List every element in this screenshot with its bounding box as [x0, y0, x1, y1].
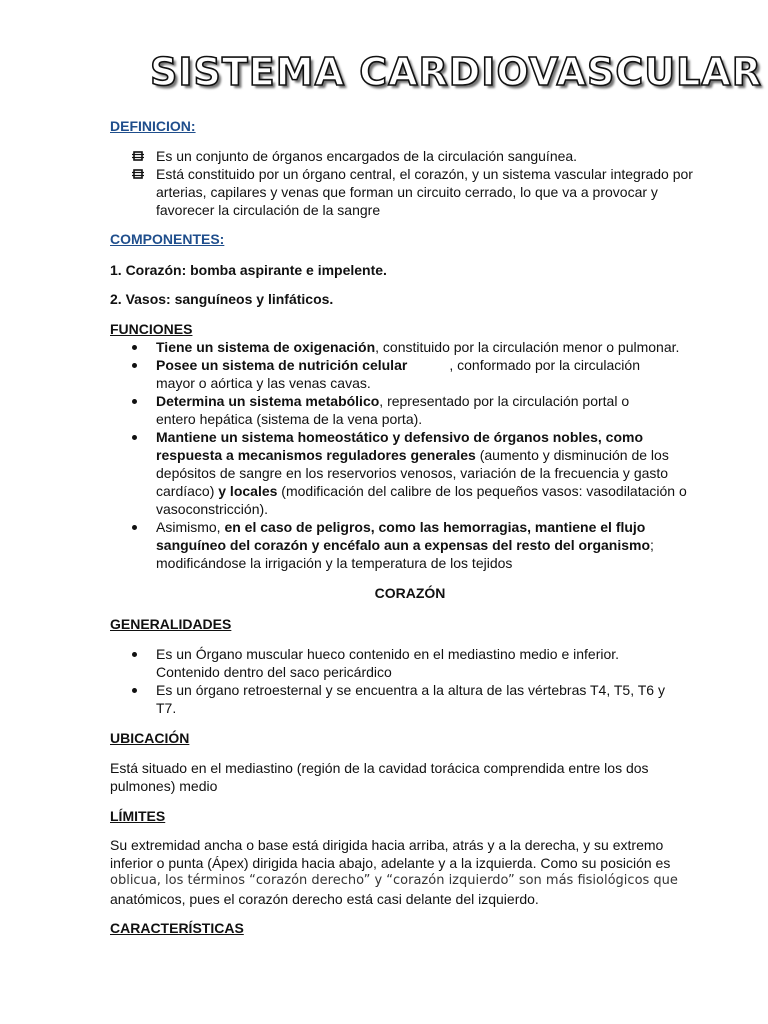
componentes-heading: COMPONENTES:: [110, 231, 225, 247]
list-item: Mantiene un sistema homeostático y defensivo de órganos nobles, como respuesta a mecanismos reguladores generales (aumento y disminución de los depósitos de sangre en los reservorios venosos, variación de la frecuencia y gasto cardíaco) y locales (modificación del calibre de los pequeños vasos: vasodilatación o vasoconstricción).: [132, 428, 702, 518]
componente-vasos: 2. Vasos: sanguíneos y linfáticos.: [110, 291, 334, 307]
funciones-list: [132, 338, 702, 572]
list-item: Está constituido por un órgano central, el corazón, y un sistema vascular integrado por arterias, capilares y venas que forman un circuito cerrado, lo que va a provocar y favorecer la circulación de la sangre: [132, 165, 702, 219]
generalidades-list: [132, 645, 702, 717]
limites-text: Su extremidad ancha o base está dirigida hacia arriba, atrás y a la derecha, y su extremo inferior o punta (Ápex) dirigida hacia abajo, adelante y a la izquierda. Como su posición es oblicua, los términos “corazón derecho” y “corazón izquierdo” son más fisiológicos que anatómicos, pues el corazón derecho está casi delante del izquierdo.: [110, 837, 678, 907]
document-title: SISTEMA CARDIOVASCULAR: [150, 50, 762, 94]
bullet-icon: [132, 652, 137, 657]
generalidades-heading: GENERALIDADES: [110, 616, 232, 632]
limites-heading: LÍMITES: [110, 808, 166, 824]
bullet-icon: [132, 435, 137, 440]
componente-corazon: 1. Corazón: bomba aspirante e impelente.: [110, 262, 387, 278]
corazon-heading: CORAZÓN: [374, 585, 446, 601]
definicion-list: [132, 147, 702, 219]
list-item: Asimismo, en el caso de peligros, como las hemorragias, mantiene el flujo sanguíneo del corazón y encéfalo aun a expensas del resto del organismo; modificándose la irrigación y la temperatura de los tejidos: [132, 518, 702, 572]
ubicacion-text: Está situado en el mediastino (región de la cavidad torácica comprendida entre los dos pulmones) medio: [110, 760, 649, 794]
caracteristicas-heading: CARACTERÍSTICAS: [110, 920, 244, 936]
bullet-icon: [132, 399, 137, 404]
list-item: Posee un sistema de nutrición celular , conformado por la circulación mayor o aórtica y las venas cavas.: [132, 356, 702, 392]
ubicacion-heading: UBICACIÓN: [110, 730, 190, 746]
list-item: Es un conjunto de órganos encargados de la circulación sanguínea.: [132, 147, 702, 165]
bullet-icon: [132, 345, 137, 350]
funciones-heading: FUNCIONES: [110, 321, 193, 337]
list-item: Es un Órgano muscular hueco contenido en el mediastino medio e inferior. Contenido dentro del saco pericárdico: [132, 645, 702, 681]
list-item: Tiene un sistema de oxigenación, constituido por la circulación menor o pulmonar.: [132, 338, 702, 356]
hash-bullet-icon: [132, 168, 144, 180]
bullet-icon: [132, 525, 137, 530]
bullet-icon: [132, 688, 137, 693]
bullet-icon: [132, 363, 137, 368]
list-item: Determina un sistema metabólico, representado por la circulación portal o entero hepática (sistema de la vena porta).: [132, 392, 702, 428]
list-item: Es un órgano retroesternal y se encuentra a la altura de las vértebras T4, T5, T6 y T7.: [132, 681, 677, 717]
definicion-heading: DEFINICION:: [110, 118, 196, 134]
hash-bullet-icon: [132, 150, 144, 162]
